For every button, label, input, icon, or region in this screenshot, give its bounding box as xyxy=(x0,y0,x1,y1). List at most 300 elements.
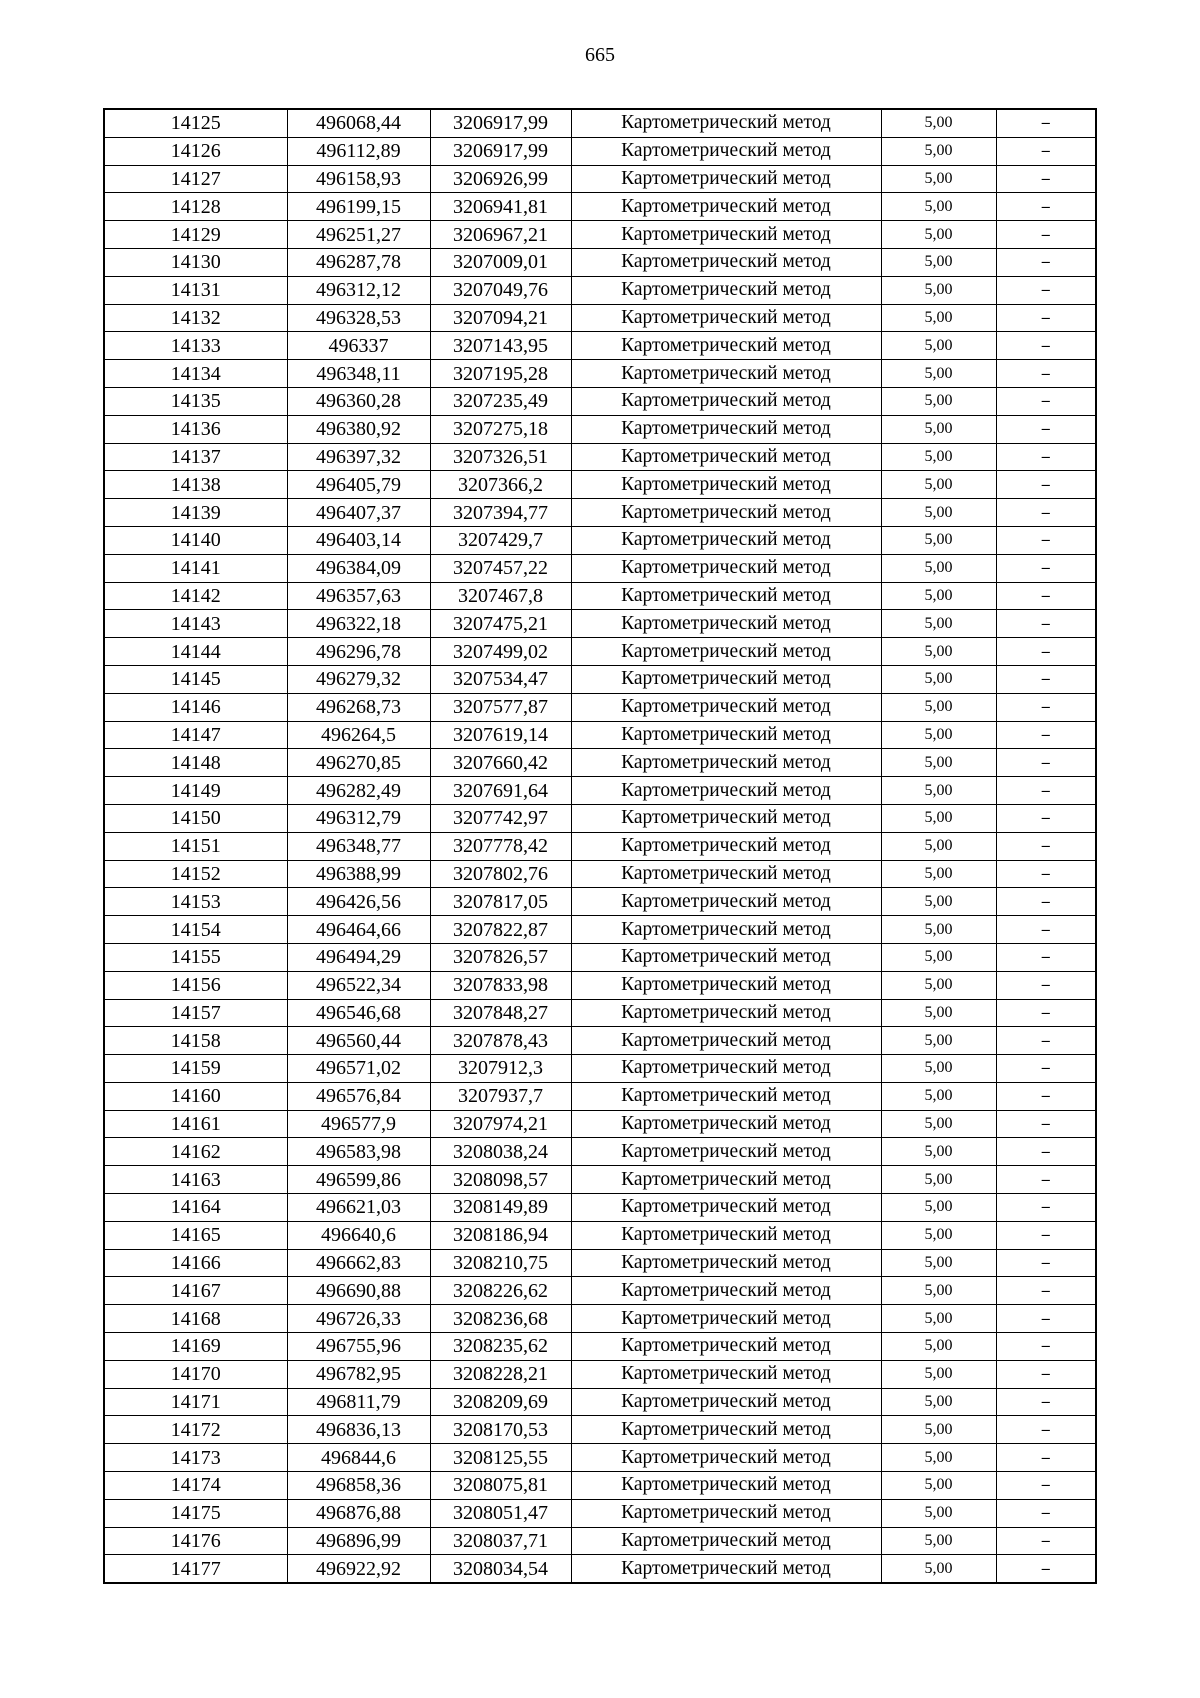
point-number-cell: 14137 xyxy=(104,443,287,471)
point-number-cell: 14155 xyxy=(104,943,287,971)
dash-cell: – xyxy=(996,443,1096,471)
method-cell: Картометрический метод xyxy=(571,721,881,749)
point-number-cell: 14139 xyxy=(104,499,287,527)
dash-cell: – xyxy=(996,999,1096,1027)
accuracy-cell: 5,00 xyxy=(881,1499,996,1527)
point-number-cell: 14162 xyxy=(104,1138,287,1166)
y-coordinate-cell: 3207817,05 xyxy=(430,888,571,916)
dash-cell: – xyxy=(996,804,1096,832)
table-row xyxy=(104,582,1096,610)
x-coordinate-cell: 496287,78 xyxy=(287,248,430,276)
table-row xyxy=(104,1527,1096,1555)
accuracy-cell: 5,00 xyxy=(881,1055,996,1083)
y-coordinate-cell: 3207394,77 xyxy=(430,499,571,527)
y-coordinate-cell: 3208209,69 xyxy=(430,1388,571,1416)
table-row xyxy=(104,1110,1096,1138)
table-row xyxy=(104,1277,1096,1305)
table-row xyxy=(104,332,1096,360)
method-cell: Картометрический метод xyxy=(571,387,881,415)
point-number-cell: 14131 xyxy=(104,276,287,304)
y-coordinate-cell: 3207974,21 xyxy=(430,1110,571,1138)
table-row xyxy=(104,1333,1096,1361)
y-coordinate-cell: 3208186,94 xyxy=(430,1221,571,1249)
point-number-cell: 14130 xyxy=(104,248,287,276)
x-coordinate-cell: 496494,29 xyxy=(287,943,430,971)
y-coordinate-cell: 3207848,27 xyxy=(430,999,571,1027)
x-coordinate-cell: 496405,79 xyxy=(287,471,430,499)
dash-cell: – xyxy=(996,888,1096,916)
method-cell: Картометрический метод xyxy=(571,1082,881,1110)
table-row xyxy=(104,304,1096,332)
x-coordinate-cell: 496662,83 xyxy=(287,1249,430,1277)
accuracy-cell: 5,00 xyxy=(881,387,996,415)
y-coordinate-cell: 3208051,47 xyxy=(430,1499,571,1527)
x-coordinate-cell: 496922,92 xyxy=(287,1555,430,1583)
x-coordinate-cell: 496726,33 xyxy=(287,1305,430,1333)
method-cell: Картометрический метод xyxy=(571,665,881,693)
accuracy-cell: 5,00 xyxy=(881,693,996,721)
point-number-cell: 14167 xyxy=(104,1277,287,1305)
accuracy-cell: 5,00 xyxy=(881,1305,996,1333)
x-coordinate-cell: 496407,37 xyxy=(287,499,430,527)
dash-cell: – xyxy=(996,1555,1096,1583)
y-coordinate-cell: 3208149,89 xyxy=(430,1194,571,1222)
table-row xyxy=(104,1305,1096,1333)
point-number-cell: 14144 xyxy=(104,638,287,666)
x-coordinate-cell: 496397,32 xyxy=(287,443,430,471)
accuracy-cell: 5,00 xyxy=(881,1416,996,1444)
x-coordinate-cell: 496360,28 xyxy=(287,387,430,415)
table-row xyxy=(104,888,1096,916)
point-number-cell: 14154 xyxy=(104,916,287,944)
x-coordinate-cell: 496426,56 xyxy=(287,888,430,916)
y-coordinate-cell: 3207802,76 xyxy=(430,860,571,888)
method-cell: Картометрический метод xyxy=(571,1333,881,1361)
accuracy-cell: 5,00 xyxy=(881,304,996,332)
dash-cell: – xyxy=(996,1249,1096,1277)
x-coordinate-cell: 496268,73 xyxy=(287,693,430,721)
method-cell: Картометрический метод xyxy=(571,1388,881,1416)
dash-cell: – xyxy=(996,1305,1096,1333)
table-row xyxy=(104,1499,1096,1527)
x-coordinate-cell: 496322,18 xyxy=(287,610,430,638)
accuracy-cell: 5,00 xyxy=(881,804,996,832)
method-cell: Картометрический метод xyxy=(571,193,881,221)
y-coordinate-cell: 3207143,95 xyxy=(430,332,571,360)
y-coordinate-cell: 3207660,42 xyxy=(430,749,571,777)
dash-cell: – xyxy=(996,1221,1096,1249)
dash-cell: – xyxy=(996,1388,1096,1416)
table-row xyxy=(104,1472,1096,1500)
point-number-cell: 14163 xyxy=(104,1166,287,1194)
y-coordinate-cell: 3208098,57 xyxy=(430,1166,571,1194)
x-coordinate-cell: 496522,34 xyxy=(287,971,430,999)
table-row xyxy=(104,1416,1096,1444)
table-row xyxy=(104,860,1096,888)
method-cell: Картометрический метод xyxy=(571,443,881,471)
table-row xyxy=(104,387,1096,415)
method-cell: Картометрический метод xyxy=(571,1166,881,1194)
accuracy-cell: 5,00 xyxy=(881,443,996,471)
x-coordinate-cell: 496251,27 xyxy=(287,221,430,249)
table-row xyxy=(104,248,1096,276)
accuracy-cell: 5,00 xyxy=(881,221,996,249)
point-number-cell: 14168 xyxy=(104,1305,287,1333)
table-row xyxy=(104,693,1096,721)
point-number-cell: 14177 xyxy=(104,1555,287,1583)
method-cell: Картометрический метод xyxy=(571,499,881,527)
accuracy-cell: 5,00 xyxy=(881,137,996,165)
method-cell: Картометрический метод xyxy=(571,777,881,805)
y-coordinate-cell: 3207878,43 xyxy=(430,1027,571,1055)
x-coordinate-cell: 496328,53 xyxy=(287,304,430,332)
accuracy-cell: 5,00 xyxy=(881,610,996,638)
accuracy-cell: 5,00 xyxy=(881,165,996,193)
x-coordinate-cell: 496896,99 xyxy=(287,1527,430,1555)
x-coordinate-cell: 496571,02 xyxy=(287,1055,430,1083)
y-coordinate-cell: 3208235,62 xyxy=(430,1333,571,1361)
point-number-cell: 14157 xyxy=(104,999,287,1027)
dash-cell: – xyxy=(996,415,1096,443)
method-cell: Картометрический метод xyxy=(571,1305,881,1333)
method-cell: Картометрический метод xyxy=(571,860,881,888)
point-number-cell: 14166 xyxy=(104,1249,287,1277)
x-coordinate-cell: 496690,88 xyxy=(287,1277,430,1305)
accuracy-cell: 5,00 xyxy=(881,638,996,666)
point-number-cell: 14153 xyxy=(104,888,287,916)
method-cell: Картометрический метод xyxy=(571,832,881,860)
method-cell: Картометрический метод xyxy=(571,1221,881,1249)
table-row xyxy=(104,1027,1096,1055)
point-number-cell: 14174 xyxy=(104,1472,287,1500)
dash-cell: – xyxy=(996,832,1096,860)
accuracy-cell: 5,00 xyxy=(881,665,996,693)
method-cell: Картометрический метод xyxy=(571,638,881,666)
dash-cell: – xyxy=(996,971,1096,999)
x-coordinate-cell: 496844,6 xyxy=(287,1444,430,1472)
dash-cell: – xyxy=(996,165,1096,193)
accuracy-cell: 5,00 xyxy=(881,360,996,388)
accuracy-cell: 5,00 xyxy=(881,971,996,999)
dash-cell: – xyxy=(996,665,1096,693)
method-cell: Картометрический метод xyxy=(571,610,881,638)
y-coordinate-cell: 3207619,14 xyxy=(430,721,571,749)
accuracy-cell: 5,00 xyxy=(881,276,996,304)
point-number-cell: 14135 xyxy=(104,387,287,415)
dash-cell: – xyxy=(996,1416,1096,1444)
table-row xyxy=(104,221,1096,249)
method-cell: Картометрический метод xyxy=(571,804,881,832)
point-number-cell: 14143 xyxy=(104,610,287,638)
table-row xyxy=(104,1388,1096,1416)
table-row xyxy=(104,971,1096,999)
method-cell: Картометрический метод xyxy=(571,332,881,360)
point-number-cell: 14159 xyxy=(104,1055,287,1083)
y-coordinate-cell: 3207691,64 xyxy=(430,777,571,805)
y-coordinate-cell: 3207577,87 xyxy=(430,693,571,721)
dash-cell: – xyxy=(996,1027,1096,1055)
method-cell: Картометрический метод xyxy=(571,1499,881,1527)
accuracy-cell: 5,00 xyxy=(881,415,996,443)
dash-cell: – xyxy=(996,1194,1096,1222)
y-coordinate-cell: 3207195,28 xyxy=(430,360,571,388)
y-coordinate-cell: 3207822,87 xyxy=(430,916,571,944)
method-cell: Картометрический метод xyxy=(571,360,881,388)
accuracy-cell: 5,00 xyxy=(881,1138,996,1166)
table-row xyxy=(104,1249,1096,1277)
method-cell: Картометрический метод xyxy=(571,471,881,499)
y-coordinate-cell: 3206967,21 xyxy=(430,221,571,249)
dash-cell: – xyxy=(996,1360,1096,1388)
method-cell: Картометрический метод xyxy=(571,248,881,276)
y-coordinate-cell: 3207937,7 xyxy=(430,1082,571,1110)
x-coordinate-cell: 496348,11 xyxy=(287,360,430,388)
point-number-cell: 14133 xyxy=(104,332,287,360)
dash-cell: – xyxy=(996,1527,1096,1555)
x-coordinate-cell: 496158,93 xyxy=(287,165,430,193)
dash-cell: – xyxy=(996,248,1096,276)
accuracy-cell: 5,00 xyxy=(881,888,996,916)
x-coordinate-cell: 496755,96 xyxy=(287,1333,430,1361)
accuracy-cell: 5,00 xyxy=(881,916,996,944)
x-coordinate-cell: 496403,14 xyxy=(287,526,430,554)
accuracy-cell: 5,00 xyxy=(881,721,996,749)
x-coordinate-cell: 496640,6 xyxy=(287,1221,430,1249)
method-cell: Картометрический метод xyxy=(571,1027,881,1055)
table-row xyxy=(104,1221,1096,1249)
x-coordinate-cell: 496270,85 xyxy=(287,749,430,777)
point-number-cell: 14152 xyxy=(104,860,287,888)
accuracy-cell: 5,00 xyxy=(881,1221,996,1249)
x-coordinate-cell: 496357,63 xyxy=(287,582,430,610)
dash-cell: – xyxy=(996,526,1096,554)
x-coordinate-cell: 496384,09 xyxy=(287,554,430,582)
x-coordinate-cell: 496312,12 xyxy=(287,276,430,304)
point-number-cell: 14132 xyxy=(104,304,287,332)
y-coordinate-cell: 3206917,99 xyxy=(430,137,571,165)
accuracy-cell: 5,00 xyxy=(881,1194,996,1222)
x-coordinate-cell: 496599,86 xyxy=(287,1166,430,1194)
y-coordinate-cell: 3206926,99 xyxy=(430,165,571,193)
y-coordinate-cell: 3207912,3 xyxy=(430,1055,571,1083)
x-coordinate-cell: 496264,5 xyxy=(287,721,430,749)
point-number-cell: 14150 xyxy=(104,804,287,832)
accuracy-cell: 5,00 xyxy=(881,1277,996,1305)
point-number-cell: 14156 xyxy=(104,971,287,999)
point-number-cell: 14175 xyxy=(104,1499,287,1527)
method-cell: Картометрический метод xyxy=(571,415,881,443)
dash-cell: – xyxy=(996,1055,1096,1083)
table-row xyxy=(104,471,1096,499)
accuracy-cell: 5,00 xyxy=(881,749,996,777)
x-coordinate-cell: 496836,13 xyxy=(287,1416,430,1444)
x-coordinate-cell: 496621,03 xyxy=(287,1194,430,1222)
dash-cell: – xyxy=(996,1444,1096,1472)
table-row xyxy=(104,1194,1096,1222)
y-coordinate-cell: 3208228,21 xyxy=(430,1360,571,1388)
y-coordinate-cell: 3208170,53 xyxy=(430,1416,571,1444)
table-row xyxy=(104,554,1096,582)
accuracy-cell: 5,00 xyxy=(881,1444,996,1472)
y-coordinate-cell: 3207235,49 xyxy=(430,387,571,415)
method-cell: Картометрический метод xyxy=(571,943,881,971)
y-coordinate-cell: 3208125,55 xyxy=(430,1444,571,1472)
x-coordinate-cell: 496380,92 xyxy=(287,415,430,443)
x-coordinate-cell: 496112,89 xyxy=(287,137,430,165)
dash-cell: – xyxy=(996,221,1096,249)
dash-cell: – xyxy=(996,943,1096,971)
dash-cell: – xyxy=(996,387,1096,415)
point-number-cell: 14128 xyxy=(104,193,287,221)
table-row xyxy=(104,721,1096,749)
x-coordinate-cell: 496811,79 xyxy=(287,1388,430,1416)
point-number-cell: 14165 xyxy=(104,1221,287,1249)
dash-cell: – xyxy=(996,276,1096,304)
y-coordinate-cell: 3207778,42 xyxy=(430,832,571,860)
method-cell: Картометрический метод xyxy=(571,749,881,777)
point-number-cell: 14164 xyxy=(104,1194,287,1222)
y-coordinate-cell: 3207366,2 xyxy=(430,471,571,499)
table-row xyxy=(104,1360,1096,1388)
accuracy-cell: 5,00 xyxy=(881,582,996,610)
point-number-cell: 14170 xyxy=(104,1360,287,1388)
x-coordinate-cell: 496577,9 xyxy=(287,1110,430,1138)
point-number-cell: 14149 xyxy=(104,777,287,805)
accuracy-cell: 5,00 xyxy=(881,109,996,137)
dash-cell: – xyxy=(996,721,1096,749)
y-coordinate-cell: 3208075,81 xyxy=(430,1472,571,1500)
y-coordinate-cell: 3208038,24 xyxy=(430,1138,571,1166)
y-coordinate-cell: 3207534,47 xyxy=(430,665,571,693)
table-row xyxy=(104,415,1096,443)
method-cell: Картометрический метод xyxy=(571,526,881,554)
table-row xyxy=(104,1055,1096,1083)
accuracy-cell: 5,00 xyxy=(881,1027,996,1055)
y-coordinate-cell: 3207049,76 xyxy=(430,276,571,304)
table-row xyxy=(104,1082,1096,1110)
dash-cell: – xyxy=(996,1499,1096,1527)
accuracy-cell: 5,00 xyxy=(881,526,996,554)
dash-cell: – xyxy=(996,360,1096,388)
point-number-cell: 14142 xyxy=(104,582,287,610)
dash-cell: – xyxy=(996,1110,1096,1138)
y-coordinate-cell: 3208210,75 xyxy=(430,1249,571,1277)
x-coordinate-cell: 496858,36 xyxy=(287,1472,430,1500)
point-number-cell: 14129 xyxy=(104,221,287,249)
dash-cell: – xyxy=(996,554,1096,582)
coordinates-table-body xyxy=(104,109,1096,1583)
point-number-cell: 14140 xyxy=(104,526,287,554)
method-cell: Картометрический метод xyxy=(571,1527,881,1555)
method-cell: Картометрический метод xyxy=(571,1055,881,1083)
accuracy-cell: 5,00 xyxy=(881,943,996,971)
x-coordinate-cell: 496337 xyxy=(287,332,430,360)
point-number-cell: 14126 xyxy=(104,137,287,165)
table-row xyxy=(104,276,1096,304)
method-cell: Картометрический метод xyxy=(571,1138,881,1166)
accuracy-cell: 5,00 xyxy=(881,1527,996,1555)
method-cell: Картометрический метод xyxy=(571,221,881,249)
dash-cell: – xyxy=(996,777,1096,805)
method-cell: Картометрический метод xyxy=(571,1416,881,1444)
method-cell: Картометрический метод xyxy=(571,1444,881,1472)
accuracy-cell: 5,00 xyxy=(881,332,996,360)
accuracy-cell: 5,00 xyxy=(881,1110,996,1138)
method-cell: Картометрический метод xyxy=(571,1472,881,1500)
point-number-cell: 14161 xyxy=(104,1110,287,1138)
y-coordinate-cell: 3207275,18 xyxy=(430,415,571,443)
table-row xyxy=(104,360,1096,388)
table-row xyxy=(104,443,1096,471)
y-coordinate-cell: 3208034,54 xyxy=(430,1555,571,1583)
point-number-cell: 14169 xyxy=(104,1333,287,1361)
dash-cell: – xyxy=(996,109,1096,137)
method-cell: Картометрический метод xyxy=(571,1555,881,1583)
accuracy-cell: 5,00 xyxy=(881,832,996,860)
y-coordinate-cell: 3207833,98 xyxy=(430,971,571,999)
point-number-cell: 14176 xyxy=(104,1527,287,1555)
dash-cell: – xyxy=(996,332,1096,360)
dash-cell: – xyxy=(996,1277,1096,1305)
x-coordinate-cell: 496876,88 xyxy=(287,1499,430,1527)
y-coordinate-cell: 3207457,22 xyxy=(430,554,571,582)
point-number-cell: 14171 xyxy=(104,1388,287,1416)
method-cell: Картометрический метод xyxy=(571,1110,881,1138)
point-number-cell: 14173 xyxy=(104,1444,287,1472)
point-number-cell: 14160 xyxy=(104,1082,287,1110)
point-number-cell: 14134 xyxy=(104,360,287,388)
y-coordinate-cell: 3207326,51 xyxy=(430,443,571,471)
y-coordinate-cell: 3207475,21 xyxy=(430,610,571,638)
y-coordinate-cell: 3208037,71 xyxy=(430,1527,571,1555)
point-number-cell: 14138 xyxy=(104,471,287,499)
method-cell: Картометрический метод xyxy=(571,1360,881,1388)
table-row xyxy=(104,749,1096,777)
accuracy-cell: 5,00 xyxy=(881,193,996,221)
point-number-cell: 14146 xyxy=(104,693,287,721)
method-cell: Картометрический метод xyxy=(571,304,881,332)
y-coordinate-cell: 3207499,02 xyxy=(430,638,571,666)
accuracy-cell: 5,00 xyxy=(881,1333,996,1361)
table-row xyxy=(104,526,1096,554)
accuracy-cell: 5,00 xyxy=(881,860,996,888)
x-coordinate-cell: 496388,99 xyxy=(287,860,430,888)
table-row xyxy=(104,165,1096,193)
accuracy-cell: 5,00 xyxy=(881,1082,996,1110)
method-cell: Картометрический метод xyxy=(571,1277,881,1305)
method-cell: Картометрический метод xyxy=(571,554,881,582)
y-coordinate-cell: 3208226,62 xyxy=(430,1277,571,1305)
method-cell: Картометрический метод xyxy=(571,999,881,1027)
dash-cell: – xyxy=(996,137,1096,165)
table-row xyxy=(104,638,1096,666)
x-coordinate-cell: 496560,44 xyxy=(287,1027,430,1055)
accuracy-cell: 5,00 xyxy=(881,777,996,805)
table-row xyxy=(104,1138,1096,1166)
accuracy-cell: 5,00 xyxy=(881,999,996,1027)
point-number-cell: 14145 xyxy=(104,665,287,693)
x-coordinate-cell: 496782,95 xyxy=(287,1360,430,1388)
y-coordinate-cell: 3208236,68 xyxy=(430,1305,571,1333)
dash-cell: – xyxy=(996,638,1096,666)
point-number-cell: 14136 xyxy=(104,415,287,443)
x-coordinate-cell: 496576,84 xyxy=(287,1082,430,1110)
dash-cell: – xyxy=(996,1138,1096,1166)
dash-cell: – xyxy=(996,749,1096,777)
dash-cell: – xyxy=(996,471,1096,499)
table-row xyxy=(104,137,1096,165)
table-row xyxy=(104,499,1096,527)
